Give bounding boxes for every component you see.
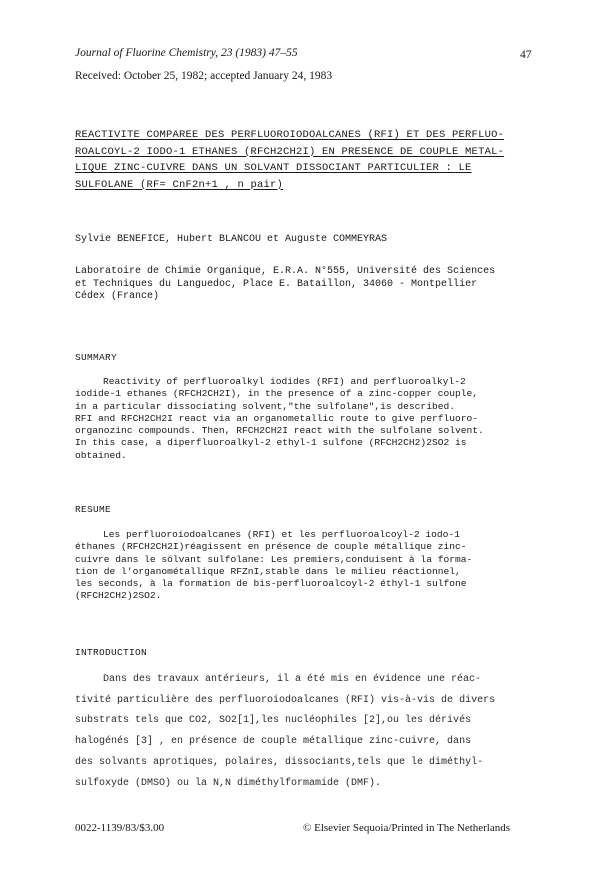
resume-body <box>75 529 545 603</box>
author-list: Sylvie BENEFICE, Hubert BLANCOU et Auguste COMMEYRAS <box>75 234 388 245</box>
publisher-notice: © Elsevier Sequoia/Printed in The Netherlands <box>303 822 511 834</box>
summary-line: In this case, a diperfluoroalkyl-2 ethyl-1 sulfone (RFCH2CH2)2SO2 is <box>75 437 467 449</box>
title-line: ROALCOYL-2 IODO-1 ETHANES (RFCH2CH2I) EN PRESENCE DE COUPLE METAL- <box>75 145 505 158</box>
resume-line: (RFCH2CH2)2SO2. <box>75 590 162 602</box>
introduction-line: Dans des travaux antérieurs, il a été mis en évidence une réac- <box>103 674 482 685</box>
resume-line: éthanes (RFCH2CH2I)réagissent en présence de couple métallique zinc- <box>75 541 467 553</box>
resume-heading: RESUME <box>75 504 112 515</box>
title-line: REACTIVITE COMPAREE DES PERFLUOROIODOALCANES (RFI) ET DES PERFLUO- <box>75 129 505 141</box>
summary-line: obtained. <box>75 449 127 461</box>
resume-line: les seconds, à la formation de bis-perfluoroalcoyl-2 éthyl-1 sulfone <box>75 578 467 590</box>
summary-heading: SUMMARY <box>75 352 118 363</box>
affiliation <box>75 266 545 304</box>
resume-line: tion de l'organométallique RFZnI,stable dans le milieu réactionnel, <box>75 565 461 577</box>
summary-line: in a particular dissociating solvent,"the sulfolane",is described. <box>75 400 455 412</box>
introduction-line: sulfoxyde (DMSO) ou la N,N diméthylformamide (DMF). <box>75 777 382 789</box>
title-line: LIQUE ZINC-CUIVRE DANS UN SOLVANT DISSOCIANT PARTICULIER : LE <box>75 162 472 174</box>
affiliation-line: Cédex (France) <box>75 291 160 302</box>
summary-line: iodide-1 ethanes (RFCH2CH2I), in the presence of a zinc-copper couple, <box>75 388 479 400</box>
resume-line: Les perfluoroiodoalcanes (RFI) et les perfluoroalcoyl-2 iodo-1 <box>103 529 460 540</box>
summary-line: organozinc compounds. Then, RFCH2CH2I react with the sulfolane solvent. <box>75 425 484 437</box>
introduction-body <box>75 670 550 794</box>
summary-line: Reactivity of perfluoroalkyl iodides (RFI) and perfluoroalkyl-2 <box>103 376 466 387</box>
introduction-heading: INTRODUCTION <box>75 647 148 658</box>
introduction-line: des solvants aprotiques, polaires, dissociants,tels que le diméthyl- <box>75 756 484 768</box>
summary-body <box>75 376 545 462</box>
introduction-line: substrats tels que CO2, SO2[1],les nucléophiles [2],ou les dérivés <box>75 715 472 727</box>
summary-line: RFI and RFCH2CH2I react via an organometallic route to give perfluoro- <box>75 412 479 424</box>
introduction-line: halogénés [3] , en présence de couple métallique zinc-cuivre, dans <box>75 736 472 748</box>
introduction-line: tivité particulière des perfluoroiodoalcanes (RFI) vis-à-vis de divers <box>75 694 496 706</box>
resume-line: cuivre dans le sölvant sulfolane: Les premiers,conduisent à la forma- <box>75 553 473 565</box>
affiliation-line: Laboratoire de Chimie Organique, E.R.A. N°555, Université des Sciences <box>75 266 496 277</box>
page-number: 47 <box>520 49 532 61</box>
article-title <box>75 127 545 193</box>
article-code: 0022-1139/83/$3.00 <box>75 822 165 834</box>
affiliation-line: et Techniques du Languedoc, Place E. Bataillon, 34060 - Montpellier <box>75 278 478 290</box>
received-date: Received: October 25, 1982; accepted January 24, 1983 <box>75 70 333 82</box>
title-line: SULFOLANE (RF= CnF2n+1 , n pair) <box>75 178 284 191</box>
journal-citation: Journal of Fluorine Chemistry, 23 (1983) 47–55 <box>75 47 298 59</box>
